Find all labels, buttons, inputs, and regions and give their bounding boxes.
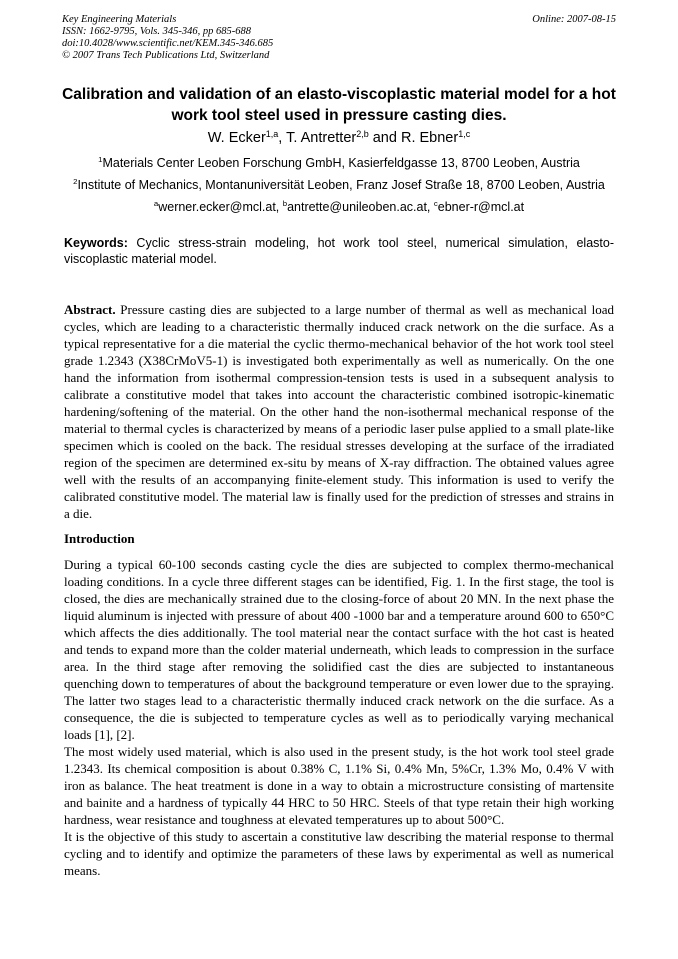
keywords-section [64, 236, 614, 267]
journal-header [62, 14, 616, 62]
abstract-section [64, 301, 614, 522]
author-separator: and [368, 130, 401, 146]
affiliation-2 [0, 178, 678, 192]
email-superscript: a [153, 199, 159, 209]
author-superscript: 1,c [458, 128, 471, 139]
introduction-paragraph: It is the objective of this study to ascertain a constitutive law describing the material response to thermal cycling and to identify and optimize the parameters of these laws by experimental as well as numerical means. [64, 829, 614, 878]
affiliation-text: Materials Center Leoben Forschung GmbH, Kasierfeldgasse 13, 8700 Leoben, Austria [102, 156, 580, 170]
affiliation-superscript: 1 [98, 155, 103, 165]
affiliation-superscript: 2 [73, 177, 78, 187]
introduction-heading: Introduction [64, 531, 135, 546]
online-date: Online: 2007-08-15 [532, 14, 616, 25]
issn-line: ISSN: 1662-9795, Vols. 345-346, pp 685-688 [62, 26, 251, 37]
email-address: antrette@unileoben.ac.at, [287, 200, 434, 214]
author-name: R. Ebner [400, 130, 459, 146]
email-line [0, 200, 678, 214]
author-list [0, 130, 678, 146]
email-address: werner.ecker@mcl.at, [158, 200, 283, 214]
journal-name: Key Engineering Materials [62, 14, 177, 25]
doi-line: doi:10.4028/www.scientific.net/KEM.345-346.685 [62, 38, 274, 49]
author-name: T. Antretter [286, 130, 357, 146]
affiliation-text: Institute of Mechanics, Montanuniversität Leoben, Franz Josef Straße 18, 8700 Leoben, Austria [77, 178, 605, 192]
keywords-text: Cyclic stress-strain modeling, hot work tool steel, numerical simulation, elasto-viscoplastic material model. [64, 236, 614, 266]
author-superscript: 1,a [265, 128, 279, 139]
abstract-label: Abstract. [64, 302, 116, 317]
author-superscript: 2,b [356, 128, 369, 139]
email-superscript: b [282, 199, 288, 209]
copyright-line: © 2007 Trans Tech Publications Ltd, Switzerland [62, 50, 270, 61]
author-separator: , [278, 130, 287, 146]
introduction-paragraph: During a typical 60-100 seconds casting cycle the dies are subjected to complex thermo-mechanical loading conditions. In a cycle three different stages can be identified, Fig. 1. In the first stage, the tool is closed, the dies are mechanically strained due to the closing-force of about 20 MN. In the next phase the liquid aluminum is injected with pressure of about 400 -1000 bar and a temperature around 600 to 650°C which affects the dies additionally. The tool material near the contact surface with the hot cast is heated and tends to expand more than the colder material underneath, which leads to compression in the surface area. In the third stage after removing the solidified cast the dies are subjected to instantaneous quenching down to temperatures of about the background temperature or even lower due to the spraying. The latter two stages lead to a characteristic thermally induced crack network on the die surface. As a consequence, the die is subjected to temperature cycles as well as to periodically varying mechanical loads [1], [2]. [64, 557, 614, 742]
keywords-label: Keywords: [64, 236, 128, 250]
paper-title: Calibration and validation of an elasto-viscoplastic material model for a hot work tool steel used in pressure casting dies. [62, 86, 616, 124]
introduction-body [64, 556, 614, 879]
email-superscript: c [433, 199, 438, 209]
abstract-text: Pressure casting dies are subjected to a large number of thermal as well as mechanical load cycles, which are leading to a characteristic thermally induced crack network on the die surface. As a typical representative for a die material the cyclic thermo-mechanical behavior of the hot work tool steel grade 1.2343 (X38CrMoV5-1) is investigated both experimentally as well as numerically. On the one hand the information from isothermal compression-tension tests is used in a subsequent analysis to calibrate a constitutive model that takes into account the characteristic combined isotropic-kinematic hardening/softening of the material. On the other hand the non-isothermal mechanical response of the material to thermal cycles is characterized by means of a periodic laser pulse applied to a small plate-like specimen which is cooled on the back. The residual stresses developing at the surface of the irradiated region of the specimen are determined ex-situ by means of X-ray diffraction. The obtained values agree well with the results of an accompanying finite-element study. This information is used to verify the calibrated constitutive model. The material law is finally used for the prediction of stresses and strains in a die. [64, 302, 614, 521]
affiliation-1 [0, 156, 678, 170]
author-name: W. Ecker [207, 130, 266, 146]
email-address: ebner-r@mcl.at [437, 200, 525, 214]
introduction-paragraph: The most widely used material, which is also used in the present study, is the hot work tool steel grade 1.2343. Its chemical composition is about 0.38% C, 1.1% Si, 0.4% Mn, 5%Cr, 1.3% Mo, 0.4% V with iron as balance. The heat treatment is done in a way to obtain a microstructure consisting of martensite and bainite and a hardness of typically 44 HRC to 50 HRC. Steels of that type retain their high working hardness, wear resistance and toughness at elevated temperatures up to about 500°C. [64, 744, 614, 827]
